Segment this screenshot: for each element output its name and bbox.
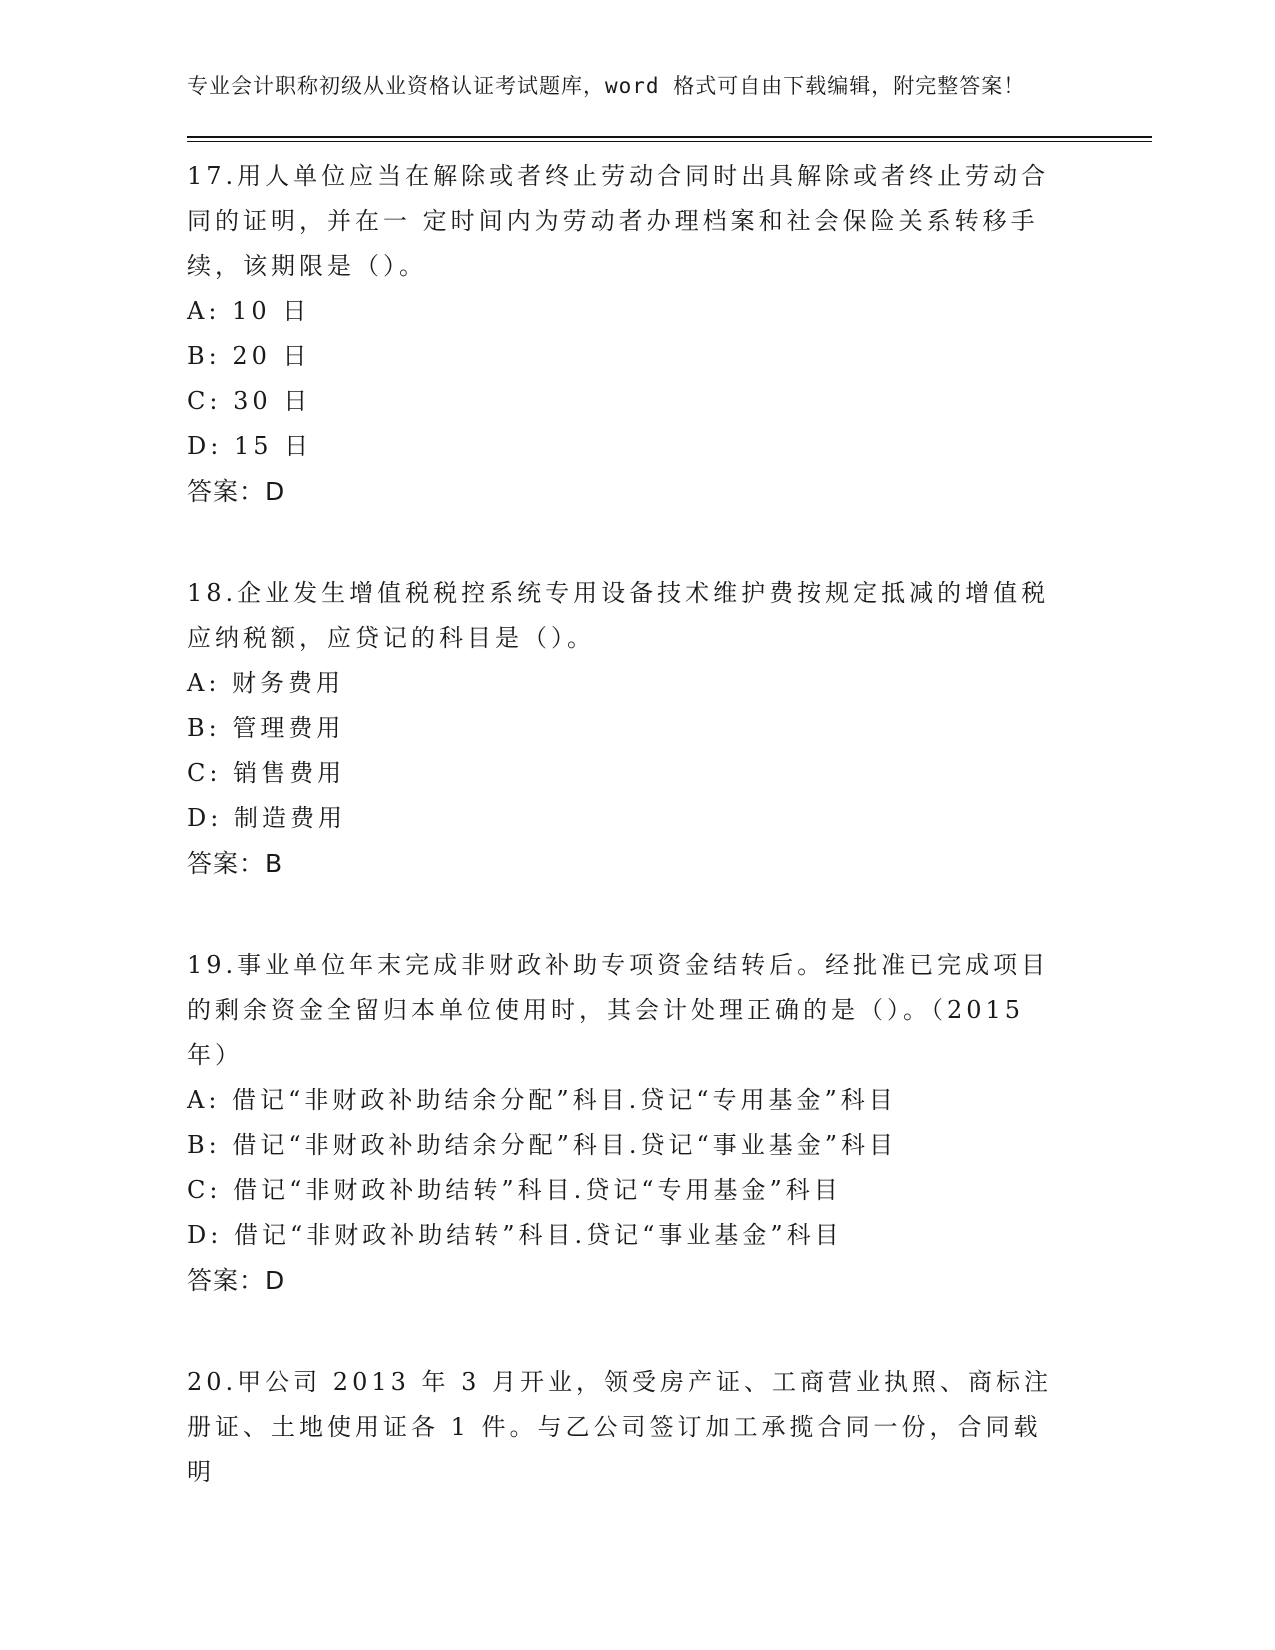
answer: 答案：D [187, 1266, 286, 1295]
document-header: 专业会计职称初级从业资格认证考试题库，word 格式可自由下载编辑，附完整答案！ [187, 74, 1026, 98]
answer: 答案：B [187, 849, 284, 878]
question-spacer [187, 1303, 1152, 1348]
question-stem: 20.甲公司 2013 年 3 月开业，领受房产证、工商营业执照、商标注册证、土地使用证各 1 件。与乙公司签订加工承揽合同一份，合同载明 [187, 1368, 1053, 1486]
question-19 [187, 943, 1152, 1303]
option-b: B: 20 日 [187, 342, 311, 370]
question-stem: 19.事业单位年末完成非财政补助专项资金结转后。经批准已完成项目的剩余资金全留归本单位使用时，其会计处理正确的是（）。（2015 年） [187, 951, 1050, 1069]
answer: 答案：D [187, 477, 286, 506]
question-20 [187, 1360, 1152, 1495]
option-a: A: 借记“非财政补助结余分配”科目.贷记“专用基金”科目 [187, 1086, 897, 1114]
question-stem: 17.用人单位应当在解除或者终止劳动合同时出具解除或者终止劳动合同的证明，并在一 定时间内为劳动者办理档案和社会保险关系转移手续，该期限是（）。 [187, 162, 1050, 280]
question-stem: 18.企业发生增值税税控系统专用设备技术维护费按规定抵减的增值税应纳税额，应贷记的科目是（）。 [187, 579, 1050, 652]
option-c: C: 借记“非财政补助结转”科目.贷记“专用基金”科目 [187, 1176, 842, 1204]
document-page [187, 70, 1152, 1495]
question-spacer [187, 886, 1152, 931]
option-d: D: 15 日 [187, 432, 313, 460]
option-b: B: 借记“非财政补助结余分配”科目.贷记“事业基金”科目 [187, 1131, 898, 1159]
header-divider [187, 136, 1152, 142]
question-17 [187, 154, 1152, 514]
question-18 [187, 571, 1152, 886]
option-c: C: 销售费用 [187, 759, 346, 787]
option-a: A: 财务费用 [187, 669, 345, 697]
option-a: A: 10 日 [187, 297, 311, 325]
question-spacer [187, 514, 1152, 559]
option-c: C: 30 日 [187, 387, 312, 415]
option-b: B: 管理费用 [187, 714, 345, 742]
option-d: D: 制造费用 [187, 804, 346, 832]
option-d: D: 借记“非财政补助结转”科目.贷记“事业基金”科目 [187, 1221, 843, 1249]
